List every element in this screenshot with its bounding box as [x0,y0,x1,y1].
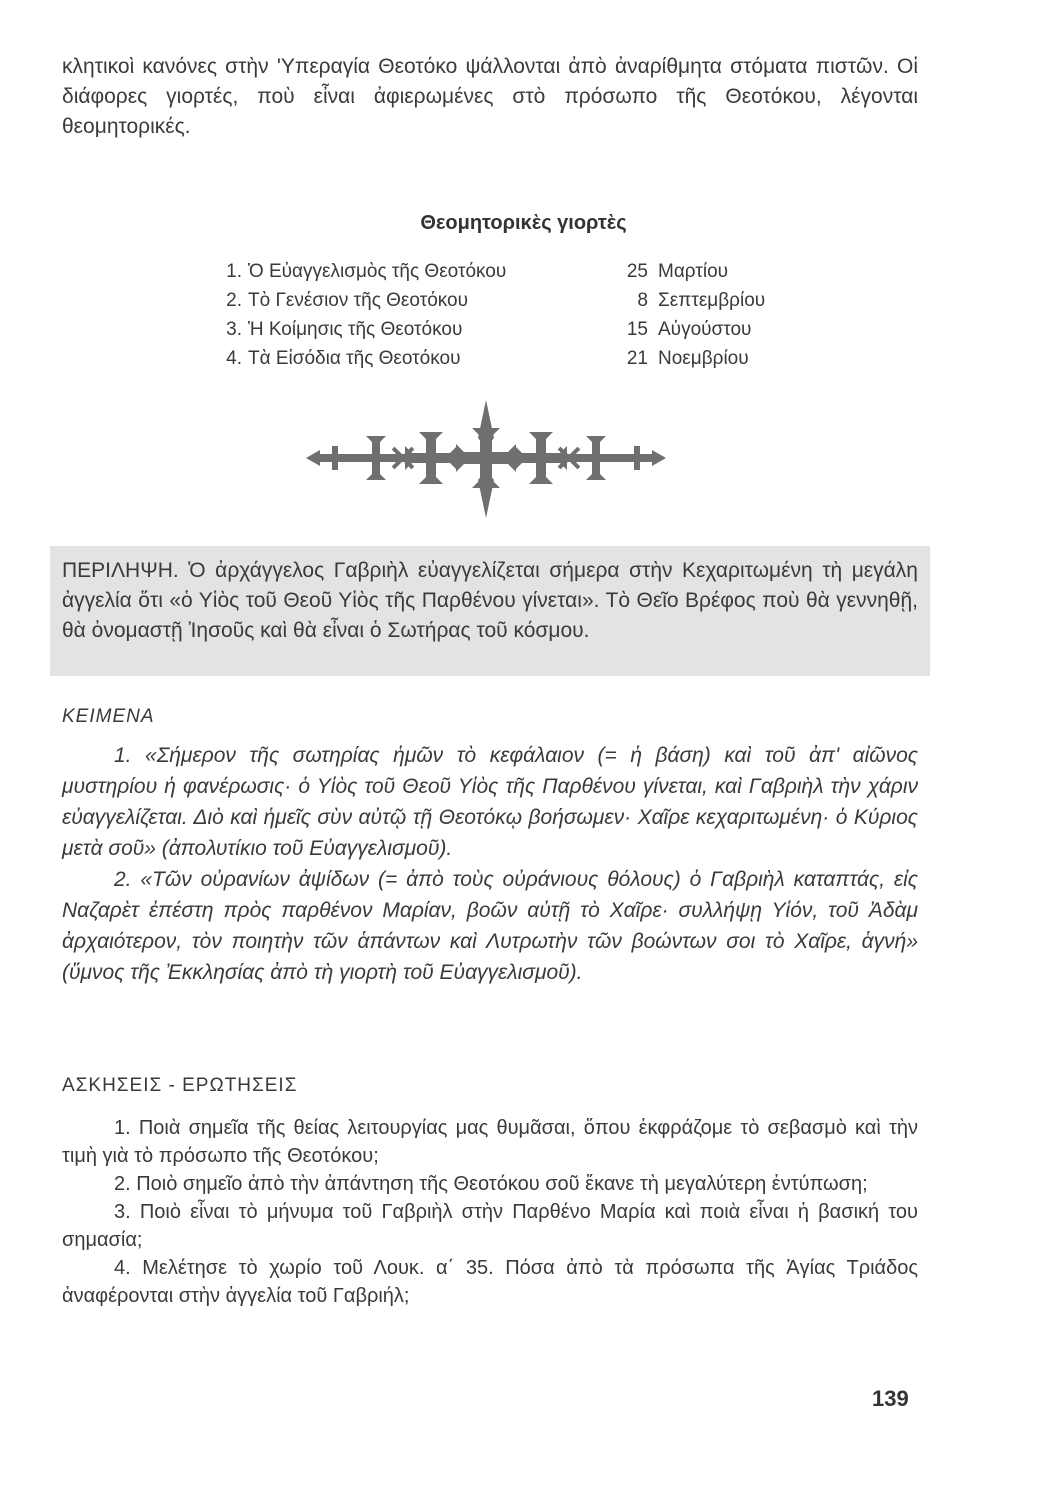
exercise-item: 1. Ποιὰ σημεῖα τῆς θείας λειτουργίας μας θυμᾶσαι, ὅπου ἐκφράζομε τὸ σεβασμὸ καὶ τὴν τιμὴ γιὰ τὸ πρόσωπο τῆς Θεοτόκου; [62,1117,918,1167]
exercise-item: 2. Ποιὸ σημεῖο ἀπὸ τὴν ἀπάντηση τῆς Θεοτόκου σοῦ ἔκανε τὴ μεγαλύτερη ἐντύπωση; [114,1173,868,1195]
text-excerpt: 2. «Τῶν οὐρανίων ἀψίδων (= ἀπὸ τοὺς οὐράνιους θόλους) ὁ Γαβριὴλ καταπτάς, εἰς Ναζαρὲτ ἐπέστη πρὸς παρθένον Μαρίαν, βοῶν αὐτῇ τὸ Χαῖρε· συλλήψῃ Υἱόν, τοῦ Ἀδὰμ ἀρχαιότερον, τὸν ποιητὴν τῶν ἁπάντων καὶ Λυτρωτὴν τῶν βοώντων σοι τὸ Χαῖρε, ἁγνή» (ὕμνος τῆς Ἐκκλησίας ἀπὸ τὴ γιορτὴ τοῦ Εὐαγγελισμοῦ). [62,868,918,984]
feast-row [220,286,820,315]
texts-section [62,740,918,988]
summary-text: ΠΕΡΙΛΗΨΗ. Ὁ ἀρχάγγελος Γαβριὴλ εὐαγγελίζεται σήμερα στὴν Κεχαριτωμένη τὴ μεγάλη ἀγγελία ὅτι «ὁ Υἱὸς τοῦ Θεοῦ Υἱὸς τῆς Παρθένου γίνεται». Τὸ Θεῖο Βρέφος ποὺ θὰ γεννηθῇ, θὰ ὀνομαστῇ Ἰησοῦς καὶ θὰ εἶναι ὁ Σωτήρας τοῦ κόσμου. [62,559,918,642]
summary-box [50,546,930,676]
exercises-section [62,1114,918,1310]
feast-number: 3. [226,319,242,340]
feast-name: Ἡ Κοίμησις τῆς Θεοτόκου [248,319,463,340]
feast-name: Τὰ Εἰσόδια τῆς Θεοτόκου [248,348,461,369]
intro-paragraph: κλητικοὶ κανόνες στὴν 'Υπεραγία Θεοτόκο ψάλλονται ἀπὸ ἀναρίθμητα στόματα πιστῶν. Οἱ διάφορες γιορτές, ποὺ εἶναι ἀφιερωμένες στὸ πρόσωπο τῆς Θεοτόκου, λέγονται θεομητορικές. [62,55,918,138]
text-excerpt: 1. «Σήμερον τῆς σωτηρίας ἡμῶν τὸ κεφάλαιον (= ἡ βάση) καὶ τοῦ ἀπ' αἰῶνος μυστηρίου ἡ φανέρωσις· ὁ Υἱὸς τοῦ Θεοῦ Υἱὸς τῆς Παρθένου γίνεται, καὶ Γαβριὴλ τὴν χάριν εὐαγγελίζεται. Διὸ καὶ ἡμεῖς σὺν αὐτῷ τῇ Θεοτόκῳ βοήσωμεν· Χαῖρε κεχαριτωμένη· ὁ Κύριος μετὰ σοῦ» (ἀπολυτίκιο τοῦ Εὐαγγελισμοῦ). [62,744,918,860]
feast-name: Τὸ Γενέσιον τῆς Θεοτόκου [248,290,469,311]
feasts-table [220,257,820,373]
feast-day: 25 [626,261,648,282]
feast-number: 4. [226,348,242,369]
feast-month: Μαρτίου [658,261,729,282]
feast-month: Αὐγούστου [658,319,752,340]
texts-heading: ΚΕΙΜΕΝΑ [62,706,155,727]
feast-day: 8 [637,290,648,311]
feast-row [220,344,820,373]
feast-number: 1. [226,261,242,282]
feast-day: 15 [626,319,648,340]
byzantine-cross-ornament-icon [306,398,666,520]
page-number: 139 [872,1386,909,1411]
exercise-item: 3. Ποιὸ εἶναι τὸ μήνυμα τοῦ Γαβριὴλ στὴν Παρθένο Μαρία καὶ ποιὰ εἶναι ἡ βασική του σημασία; [62,1201,918,1251]
feast-row [220,315,820,344]
feasts-table-title: Θεομητορικὲς γιορτὲς [420,212,627,234]
feast-day: 21 [626,348,648,369]
feast-number: 2. [226,290,242,311]
exercise-item: 4. Μελέτησε τὸ χωρίο τοῦ Λουκ. α΄ 35. Πόσα ἀπὸ τὰ πρόσωπα τῆς Ἁγίας Τριάδος ἀναφέρονται στὴν ἀγγελία τοῦ Γαβριήλ; [62,1257,918,1307]
feast-month: Νοεμβρίου [658,348,749,369]
feast-month: Σεπτεμβρίου [658,290,766,311]
exercises-heading: ΑΣΚΗΣΕΙΣ - ΕΡΩΤΗΣΕΙΣ [62,1075,298,1096]
feast-row [220,257,820,286]
feast-name: Ὁ Εὐαγγελισμὸς τῆς Θεοτόκου [248,261,507,282]
